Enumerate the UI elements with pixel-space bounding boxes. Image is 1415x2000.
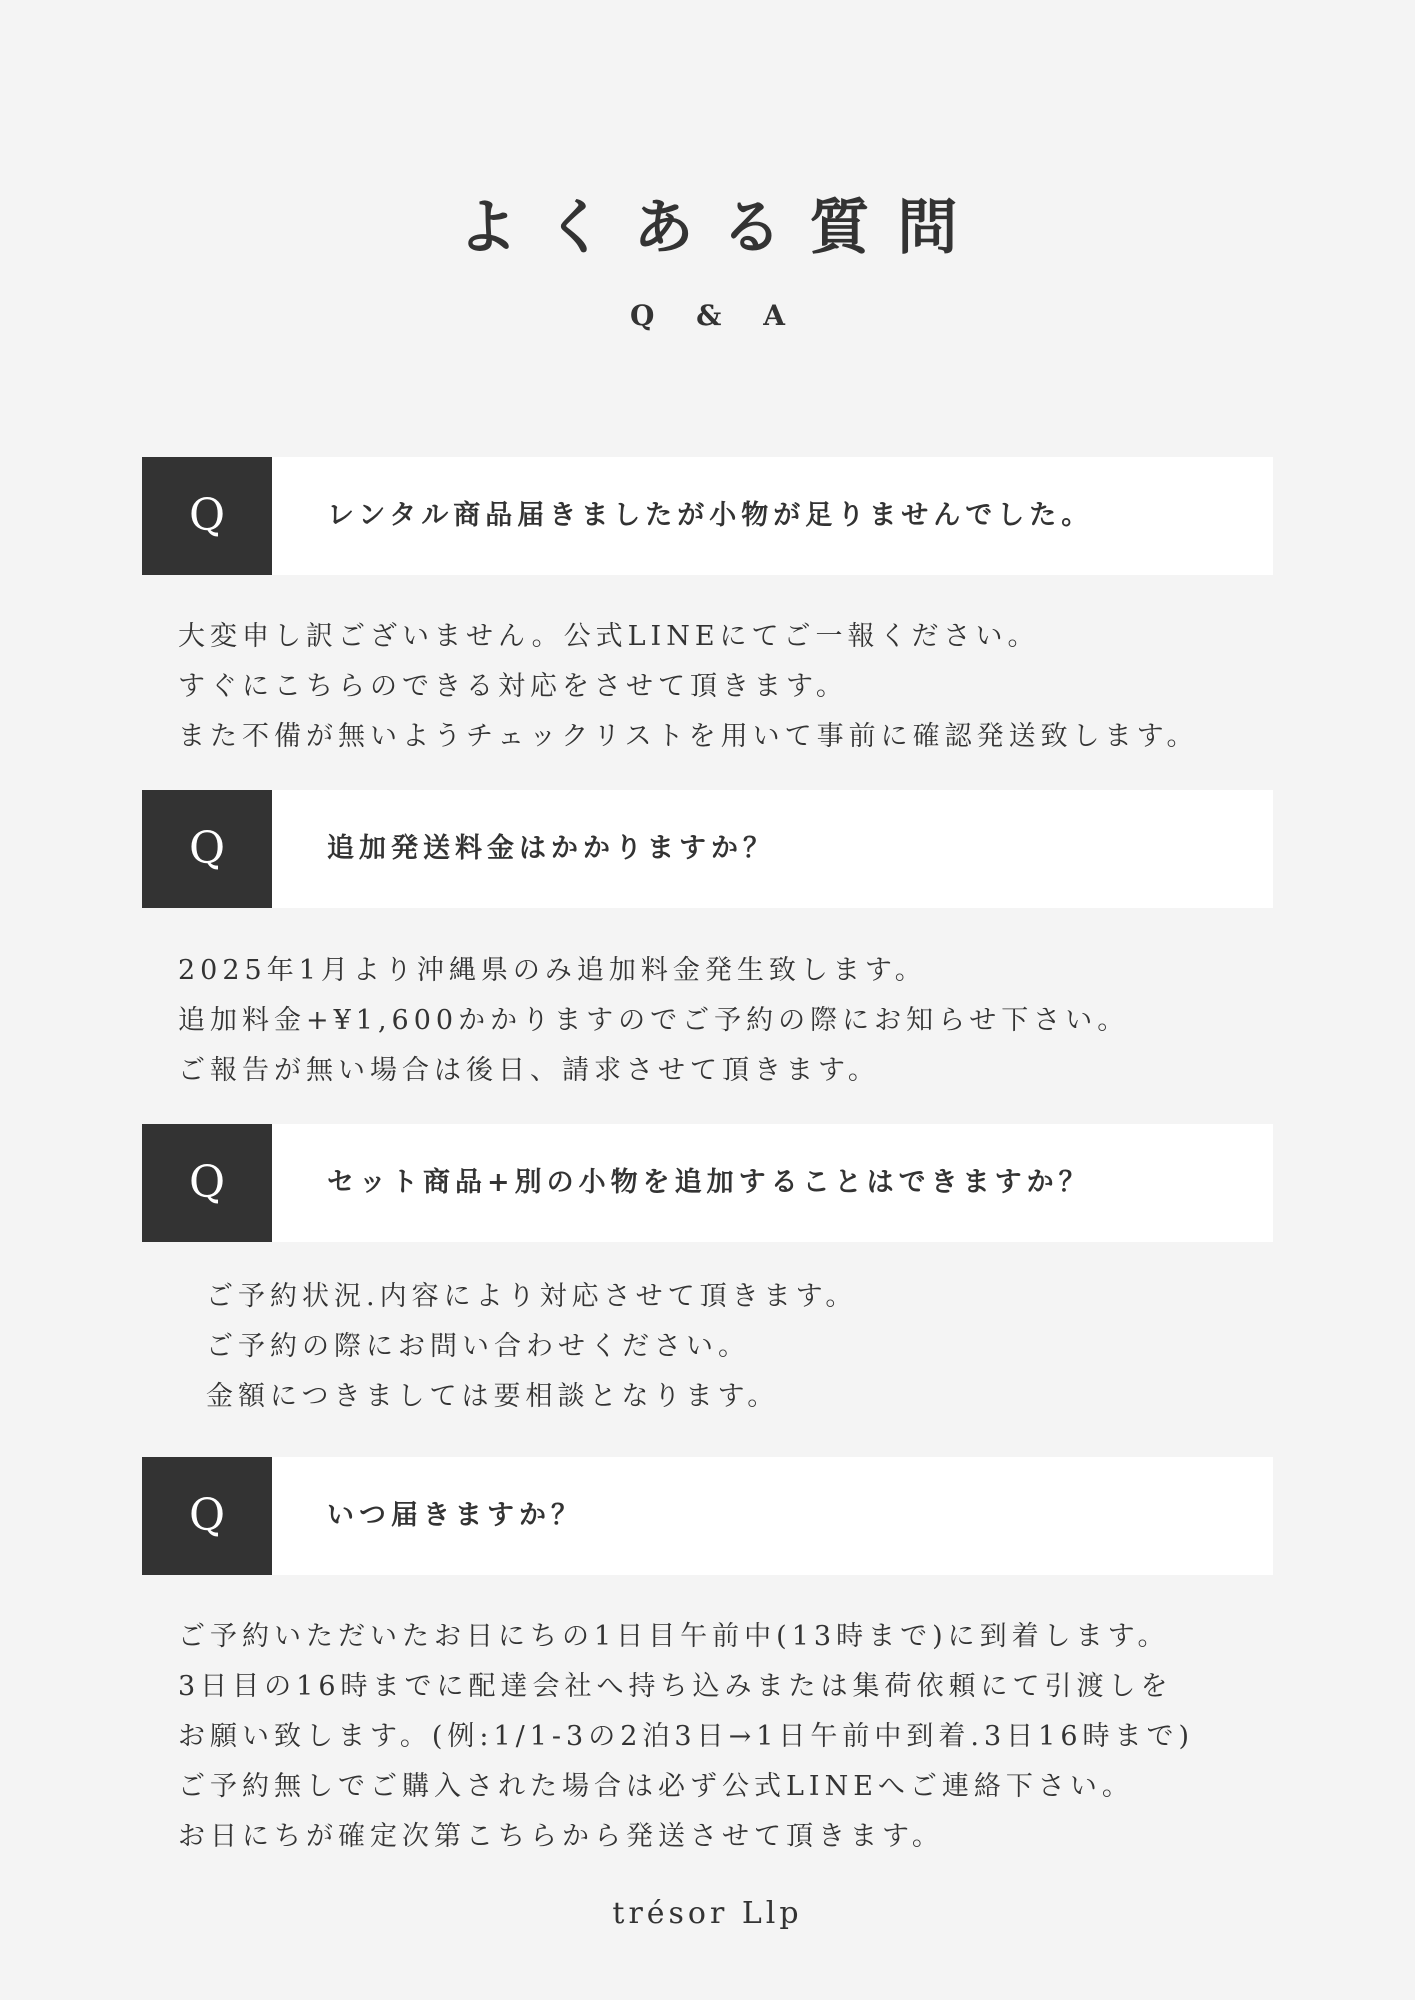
answer-line: 金額につきましては要相談となります。 [206, 1381, 780, 1412]
faq-question-bar [142, 1457, 1273, 1575]
faq-question: いつ届きますか？ [327, 1500, 583, 1531]
answer-line: 追加料金+¥1,600かかりますのでご予約の際にお知らせ下さい。 [178, 1005, 1130, 1036]
page-title: よくある質問 [457, 193, 986, 263]
brand-footer: trésor Llp [612, 1896, 803, 1931]
faq-question-bar [142, 1124, 1273, 1242]
faq-question-bar [142, 457, 1273, 575]
faq-answer [178, 612, 1199, 762]
faq-question: 追加発送料金はかかりますか？ [327, 833, 775, 864]
answer-line: ご報告が無い場合は後日、請求させて頂きます。 [178, 1055, 880, 1086]
q-badge: Q [142, 1457, 272, 1575]
faq-answer [206, 1272, 857, 1422]
answer-line: お日にちが確定次第こちらから発送させて頂きます。 [178, 1821, 944, 1852]
faq-answer [178, 1612, 1194, 1862]
answer-line: ご予約状況.内容により対応させて頂きます。 [206, 1281, 858, 1312]
faq-question: セット商品+別の小物を追加することはできますか？ [327, 1167, 1091, 1198]
q-badge: Q [142, 790, 272, 908]
answer-line: すぐにこちらのできる対応をさせて頂きます。 [178, 671, 848, 702]
answer-line: 2025年1月より沖縄県のみ追加料金発生致します。 [178, 955, 927, 986]
answer-line: ご予約いただいたお日にちの1日目午前中(13時まで)に到着します。 [178, 1621, 1170, 1652]
answer-line: ご予約の際にお問い合わせください。 [206, 1331, 750, 1362]
answer-line: 大変申し訳ございません。公式LINEにてご一報ください。 [178, 621, 1040, 652]
q-badge: Q [142, 1124, 272, 1242]
q-badge: Q [142, 457, 272, 575]
page-subtitle: Q & A [630, 299, 801, 332]
faq-question-bar [142, 790, 1273, 908]
answer-line: ご予約無しでご購入された場合は必ず公式LINEへご連絡下さい。 [178, 1771, 1134, 1802]
answer-line: 3日目の16時までに配達会社へ持ち込みまたは集荷依頼にて引渡しを [178, 1671, 1173, 1702]
answer-line: また不備が無いようチェックリストを用いて事前に確認発送致します。 [178, 721, 1199, 752]
faq-answer [178, 946, 1129, 1096]
answer-line: お願い致します。(例:1/1-3の2泊3日→1日午前中到着.3日16時まで) [178, 1721, 1195, 1752]
faq-question: レンタル商品届きましたが小物が足りませんでした。 [327, 500, 1094, 531]
